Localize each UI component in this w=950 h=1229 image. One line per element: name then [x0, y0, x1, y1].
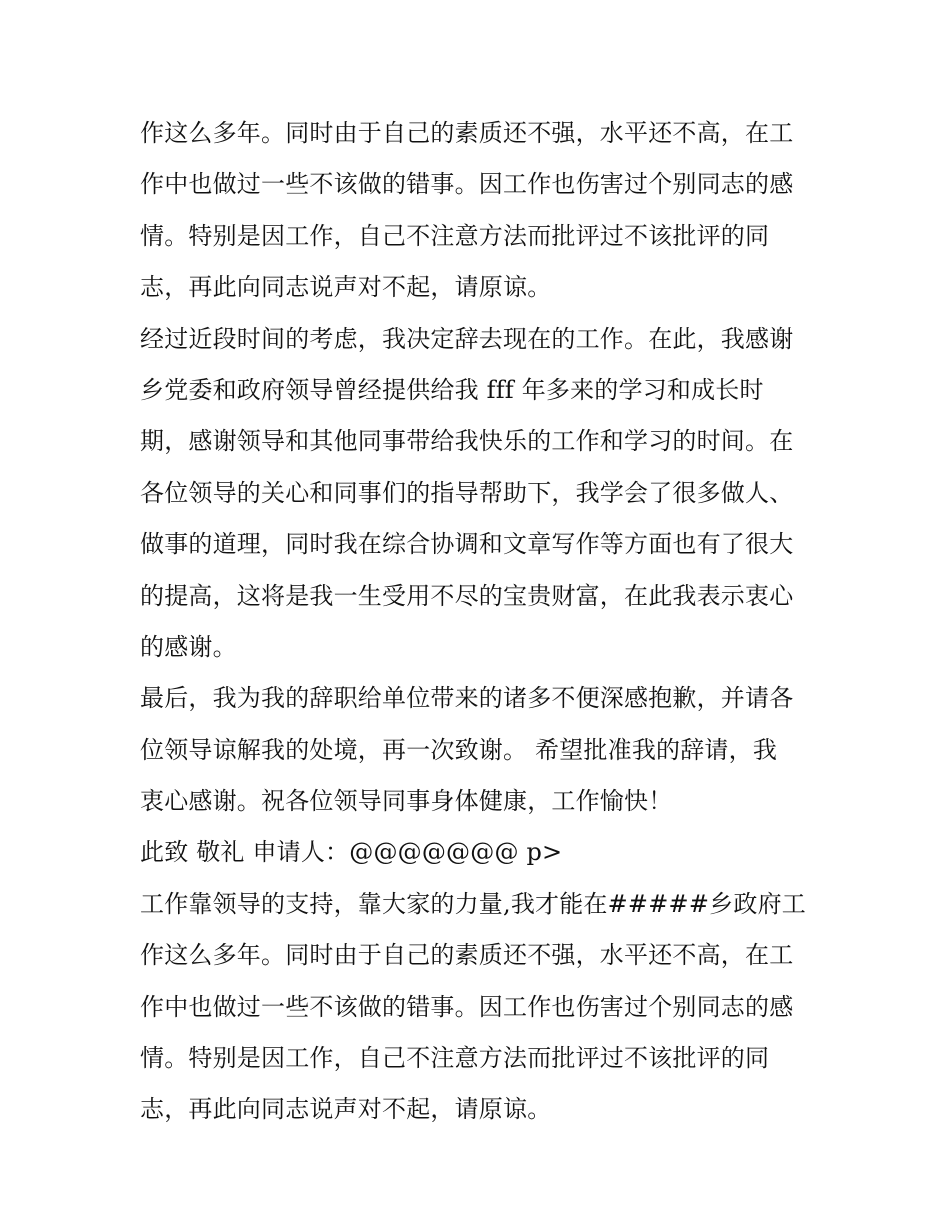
text-line-18: 作中也做过一些不该做的错事。因工作也伤害过个别同志的感 [140, 992, 794, 1021]
text-line-17: 作这么多年。同时由于自己的素质还不强，水平还不高，在工 [140, 941, 794, 970]
text-line-12: 最后，我为我的辞职给单位带来的诸多不便深感抱歉，并请各 [140, 684, 794, 713]
text-line-3: 情。特别是因工作，自己不注意方法而批评过不该批评的同 [140, 221, 770, 250]
text-line-19: 情。特别是因工作，自己不注意方法而批评过不该批评的同 [140, 1044, 770, 1073]
text-line-13: 位领导谅解我的处境，再一次致谢。 希望批准我的辞请，我 [140, 735, 778, 764]
text-line-20: 志，再此向同志说声对不起，请原谅。 [140, 1095, 552, 1124]
text-line-15: 此致 敬礼 申请人：@@@@@@@ p> [140, 838, 563, 867]
text-line-4: 志，再此向同志说声对不起，请原谅。 [140, 273, 552, 302]
document-body [140, 108, 820, 1136]
text-line-7: 期，感谢领导和其他同事带给我快乐的工作和学习的时间。在 [140, 427, 794, 456]
text-line-11: 的感谢。 [140, 632, 237, 661]
text-line-16: 工作靠领导的支持，靠大家的力量,我才能在#####乡政府工 [140, 889, 806, 918]
text-line-2: 作中也做过一些不该做的错事。因工作也伤害过个别同志的感 [140, 170, 794, 199]
text-line-1: 作这么多年。同时由于自己的素质还不强，水平还不高，在工 [140, 119, 794, 147]
text-line-10: 的提高，这将是我一生受用不尽的宝贵财富，在此我表示衷心 [140, 581, 794, 610]
text-line-14: 衷心感谢。祝各位领导同事身体健康，工作愉快！ [140, 787, 673, 816]
text-line-5: 经过近段时间的考虑，我决定辞去现在的工作。在此，我感谢 [140, 324, 794, 353]
text-line-9: 做事的道理，同时我在综合协调和文章写作等方面也有了很大 [140, 530, 794, 559]
text-line-8: 各位领导的关心和同事们的指导帮助下，我学会了很多做人、 [140, 478, 794, 507]
text-line-6: 乡党委和政府领导曾经提供给我 fff 年多来的学习和成长时 [140, 375, 764, 404]
